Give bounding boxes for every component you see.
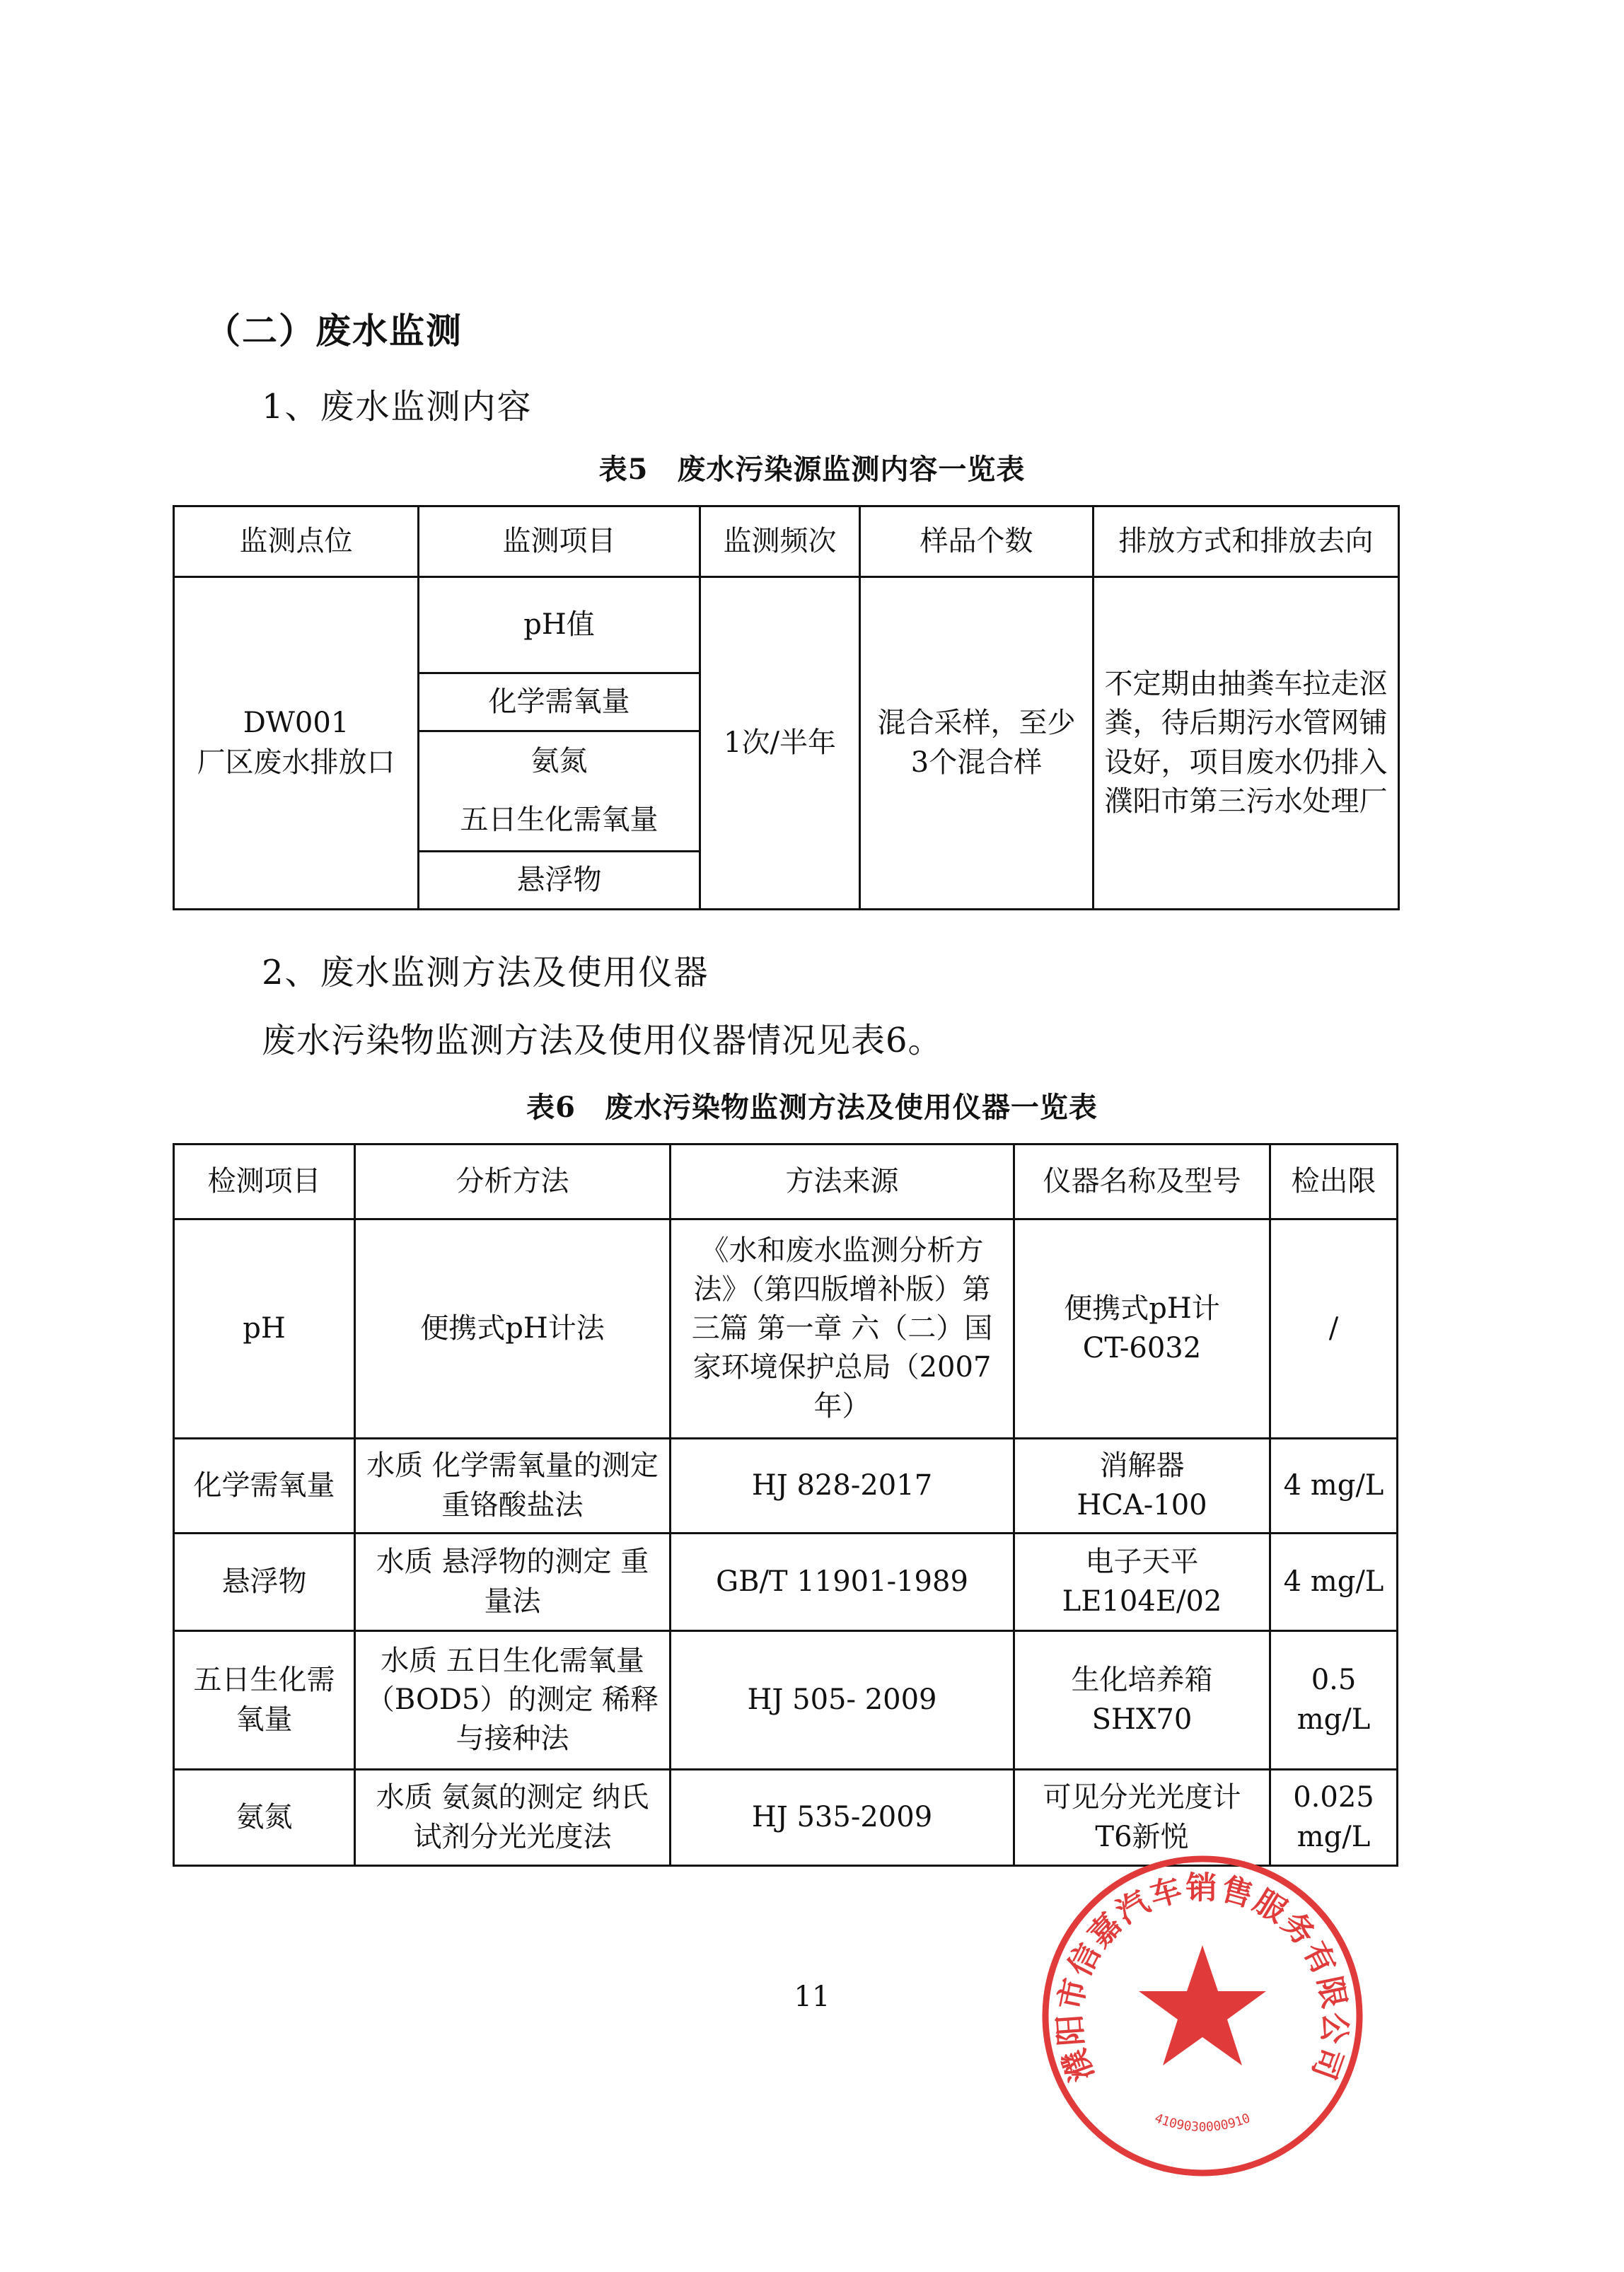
item-cell: 氨氮 xyxy=(174,1770,355,1866)
table-row xyxy=(174,1219,1398,1439)
item-cell: 化学需氧量 xyxy=(174,1439,355,1534)
table6-header: 检出限 xyxy=(1270,1144,1398,1219)
table-row xyxy=(174,1534,1398,1631)
table5-header: 监测频次 xyxy=(700,506,860,577)
table6 xyxy=(173,1143,1398,1867)
page-number: 11 xyxy=(794,1981,830,2013)
table-row xyxy=(174,1631,1398,1770)
limit-cell: 4 mg/L xyxy=(1270,1439,1398,1534)
table6-header: 检测项目 xyxy=(174,1144,355,1219)
limit-cell: 4 mg/L xyxy=(1270,1534,1398,1631)
instrument-cell: 可见分光光度计 T6新悦 xyxy=(1014,1770,1270,1866)
table6-header: 仪器名称及型号 xyxy=(1014,1144,1270,1219)
table5-header: 样品个数 xyxy=(860,506,1094,577)
instrument-cell: 消解器 HCA-100 xyxy=(1014,1439,1270,1534)
monitoring-item: pH值 xyxy=(419,577,700,673)
limit-cell: / xyxy=(1270,1219,1398,1439)
section-title: （二）废水监测 xyxy=(205,311,463,352)
source-cell: 《水和废水监测分析方法》（第四版增补版）第三篇 第一章 六（二）国家环境保护总局（2007年） xyxy=(671,1219,1014,1439)
source-cell: HJ 505- 2009 xyxy=(671,1631,1014,1770)
subsection-title-2: 2、废水监测方法及使用仪器 xyxy=(262,953,709,992)
item-cell: 五日生化需氧量 xyxy=(174,1631,355,1770)
table5-header: 监测项目 xyxy=(419,506,700,577)
instrument-cell: 生化培养箱 SHX70 xyxy=(1014,1631,1270,1770)
item-cell: 悬浮物 xyxy=(174,1534,355,1631)
monitoring-item: 悬浮物 xyxy=(419,852,700,910)
instrument-cell: 电子天平 LE104E/02 xyxy=(1014,1534,1270,1631)
discharge-method: 不定期由抽粪车拉走沤粪，待后期污水管网铺设好，项目废水仍排入濮阳市第三污水处理厂 xyxy=(1094,577,1399,910)
monitoring-point: DW001 厂区废水排放口 xyxy=(174,577,419,910)
table5-caption: 表5 废水污染源监测内容一览表 xyxy=(598,453,1026,486)
table5-header: 排放方式和排放去向 xyxy=(1094,506,1399,577)
monitoring-item: 氨氮 xyxy=(419,731,700,791)
subsection-title-1: 1、废水监测内容 xyxy=(262,387,533,427)
table6-header: 方法来源 xyxy=(671,1144,1014,1219)
method-cell: 水质 五日生化需氧量（BOD5）的测定 稀释与接种法 xyxy=(355,1631,671,1770)
limit-cell: 0.5 mg/L xyxy=(1270,1631,1398,1770)
sample-count: 混合采样，至少3个混合样 xyxy=(860,577,1094,910)
monitoring-item: 化学需氧量 xyxy=(419,673,700,731)
seal-code: 4109030000910 xyxy=(1152,2110,1253,2135)
monitoring-item: 五日生化需氧量 xyxy=(419,791,700,852)
seal-star xyxy=(1139,1945,1266,2065)
item-cell: pH xyxy=(174,1219,355,1439)
table-row xyxy=(174,1439,1398,1534)
table5 xyxy=(173,505,1400,910)
table6-caption: 表6 废水污染物监测方法及使用仪器一览表 xyxy=(526,1091,1098,1124)
monitoring-frequency: 1次/半年 xyxy=(700,577,860,910)
table6-header: 分析方法 xyxy=(355,1144,671,1219)
method-cell: 水质 氨氮的测定 纳氏试剂分光光度法 xyxy=(355,1770,671,1866)
table5-header: 监测点位 xyxy=(174,506,419,577)
company-seal xyxy=(1026,1839,1379,2193)
paragraph: 废水污染物监测方法及使用仪器情况见表6。 xyxy=(262,1021,943,1060)
limit-cell: 0.025 mg/L xyxy=(1270,1770,1398,1866)
method-cell: 水质 悬浮物的测定 重量法 xyxy=(355,1534,671,1631)
method-cell: 便携式pH计法 xyxy=(355,1219,671,1439)
source-cell: GB/T 11901-1989 xyxy=(671,1534,1014,1631)
source-cell: HJ 828-2017 xyxy=(671,1439,1014,1534)
method-cell: 水质 化学需氧量的测定 重铬酸盐法 xyxy=(355,1439,671,1534)
instrument-cell: 便携式pH计 CT-6032 xyxy=(1014,1219,1270,1439)
source-cell: HJ 535-2009 xyxy=(671,1770,1014,1866)
seal-name: 濮阳市信嘉汽车销售服务有限公司 xyxy=(1051,1870,1354,2086)
